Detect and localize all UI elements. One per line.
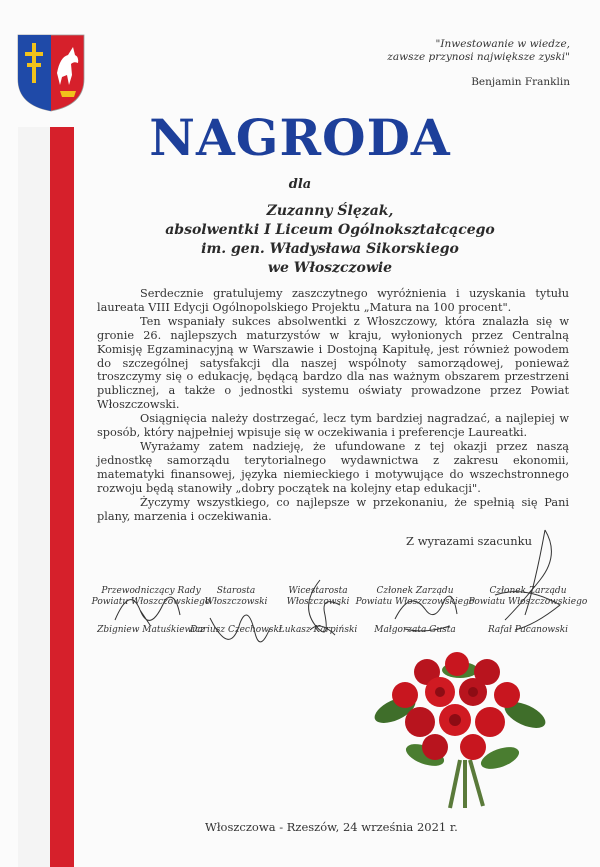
quote — [270, 38, 570, 64]
signature-role: Włoszczowski — [204, 597, 268, 607]
signature-role: Starosta — [216, 586, 256, 596]
paragraph: Osiągnięcia należy dostrzegać, lecz tym bardziej nagradzać, a najlepiej w sposób, który najpełniej wpisuje się w oczekiwania i preferencje Laureatki. — [97, 412, 569, 440]
flag-white-stripe — [18, 127, 50, 867]
signature-name: Rafał Pacanowski — [487, 625, 569, 635]
signature-name: Łukasz Karpiński — [278, 625, 358, 635]
signature-role: Powiatu Włoszczowskiego — [355, 597, 475, 607]
signature-name: Dariusz Czechowski — [190, 625, 282, 635]
flag-red-stripe — [50, 127, 74, 867]
signature-role: Powiatu Włoszczowskiego — [91, 597, 211, 607]
page-title: NAGRODA — [149, 108, 451, 167]
recipient — [130, 202, 530, 278]
signature-block — [355, 586, 475, 636]
recipient-line: absolwentki I Liceum Ogólnokształcącego — [165, 222, 495, 238]
paragraph: Wyrażamy zatem nadzieję, że ufundowane z tej okazji przez naszą jednostkę samorządu terytorialnego wydawnictwa z zakresu ekonomii, matematyki finansowej, języka niemieckiego i motywujące do wszechstronnego rozwoju będą stanowiły „dobry początek na kolejny etap edukacji". — [97, 439, 569, 495]
signature-role: Powiatu Włoszczowskiego — [468, 597, 588, 607]
recipient-line: Zuzanny Ślęzak, — [266, 203, 394, 219]
quote-line: "Inwestowanie w wiedze, — [435, 38, 570, 50]
signature-role: Przewodniczący Rady — [101, 586, 201, 596]
signature-role: Członek Zarządu — [376, 586, 454, 596]
quote-author: Benjamin Franklin — [471, 76, 570, 88]
quote-line: zawsze przynosi największe zyski" — [387, 51, 570, 63]
signature-name: Małgorzata Gusta — [374, 625, 456, 635]
paragraph: Życzymy wszystkiego, co najlepsze w przekonaniu, że spełnią się Pani plany, marzenia i oczekiwania. — [97, 495, 569, 523]
signature-block — [466, 586, 590, 636]
signature-role: Członek Zarządu — [489, 586, 567, 596]
signature-block — [268, 586, 368, 636]
dla-label: dla — [288, 177, 312, 192]
paragraph: Ten wspaniały sukces absolwentki z Włoszczowy, która znalazła się w gronie 26. najlepszych maturzystów w kraju, wyłonionych przez Centralną Komisję Egzaminacyjną w Warszawie i Dostojną Kapitułę, jest również powodem do szczególnej satysfakcji dla naszej wspólnoty samorządowej, ponieważ troszczymy się o edukację, będącą bardzo dla nas ważnym obszarem przestrzeni publicznej, a także o jednostki systemu oświaty prowadzone przez Powiat Włoszczowski. — [97, 314, 569, 412]
signature-name: Zbigniew Matuśkiewicz — [97, 625, 205, 635]
coat-of-arms-icon — [16, 33, 86, 113]
signature-role: Wicestarosta — [288, 586, 348, 596]
closing-phrase: Z wyrazami szacunku — [406, 534, 532, 548]
signature-role: Włoszczowski — [286, 597, 350, 607]
place-and-date: Włoszczowa - Rzeszów, 24 września 2021 r. — [205, 820, 458, 834]
roses-bouquet-icon — [365, 650, 550, 810]
paragraph: Serdecznie gratulujemy zaszczytnego wyróżnienia i uzyskania tytułu laureata VIII Edycji Ogólnopolskiego Projektu „Matura na 100 procent". — [97, 287, 569, 314]
recipient-line: we Włoszczowie — [267, 260, 393, 276]
body-text — [97, 287, 569, 523]
recipient-line: im. gen. Władysława Sikorskiego — [201, 241, 459, 257]
